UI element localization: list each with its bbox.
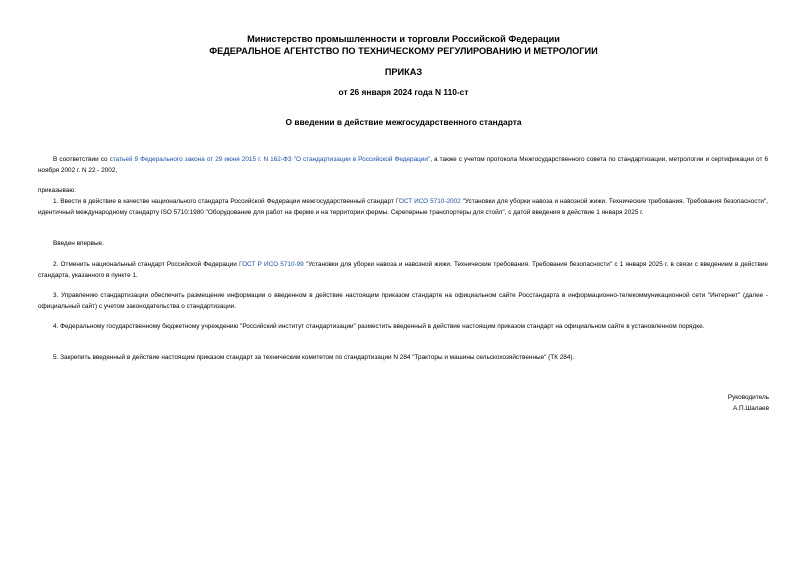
item-2-text-start: 2. Отменить национальный стандарт Российской Федерации [53,261,239,268]
law-article-link[interactable]: статьей 9 Федерального закона от 29 июня 2015 г. N 162-ФЗ "О стандартизации в Российской Федерации" [109,156,431,163]
document-type: ПРИКАЗ [384,67,423,77]
introduced-first-note: Введен впервые. [53,240,104,247]
document-date-number: от 26 января 2024 года N 110-ст [338,87,469,97]
item-2-text-end: "Установки для уборки навоза и навозной жижи. Технические требования. Требования безопасности" с 1 января 2025 г. в связи с введением в действие стандарта, указанного в пункте 1. [38,261,768,279]
item-1-paragraph [38,197,768,218]
agency-name: ФЕДЕРАЛЬНОЕ АГЕНТСТВО ПО ТЕХНИЧЕСКОМУ РЕГУЛИРОВАНИЮ И МЕТРОЛОГИИ [209,46,598,56]
ministry-name: Министерство промышленности и торговли Российской Федерации [247,34,560,44]
preamble-text-end: , а также с учетом протокола Межгосударственного совета по стандартизации, метрологии и сертификации от 6 ноября 2002 г. N 22 - 2002, [38,156,768,174]
gost-iso-5710-2002-link[interactable]: ГОСТ ИСО 5710-2002 [395,198,461,205]
signature-name: А.П.Шалаев [732,405,769,412]
item-2-paragraph [38,260,768,281]
item-3-paragraph: 3. Управлению стандартизации обеспечить размещение информации о введенном в действие настоящим приказом стандарте на официальном сайте Росстандарта в информационно-телекоммуникационной сети "Интернет" (далее - официальный сайт) с учетом законодательства о стандартизации. [38,292,768,310]
preamble-text-start: В соответствии со [53,156,110,163]
signature-title: Руководитель [727,394,769,401]
gost-r-iso-5710-99-link[interactable]: ГОСТ Р ИСО 5710-99 [238,261,304,268]
document-subject: О введении в действие межгосударственного стандарта [285,117,522,127]
item-4-paragraph: 4. Федеральному государственному бюджетному учреждению "Российский институт стандартизации" разместить введенный в действие настоящим приказом стандарт на официальном сайте в установленном порядке. [53,323,705,330]
preamble-paragraph [38,155,768,176]
order-word: приказываю: [38,187,76,194]
item-5-paragraph: 5. Закрепить введенный в действие настоящим приказом стандарт за техническим комитетом по стандартизации N 284 "Тракторы и машины сельскохозяйственные" (ТК 284). [53,354,575,361]
item-1-text-end: "Установки для уборки навоза и навозной жижи. Технические требования. Требования безопасности", идентичный международному стандарту ISO 5710:1980 "Оборудование для работ на ферме и на территории фермы. Скреперные транспортеры для стойл", с датой введения в действие 1 января 2025 г. [38,198,769,216]
item-1-text-start: 1. Ввести в действие в качестве национального стандарта Российской Федерации межгосударственный стандарт [53,198,396,205]
